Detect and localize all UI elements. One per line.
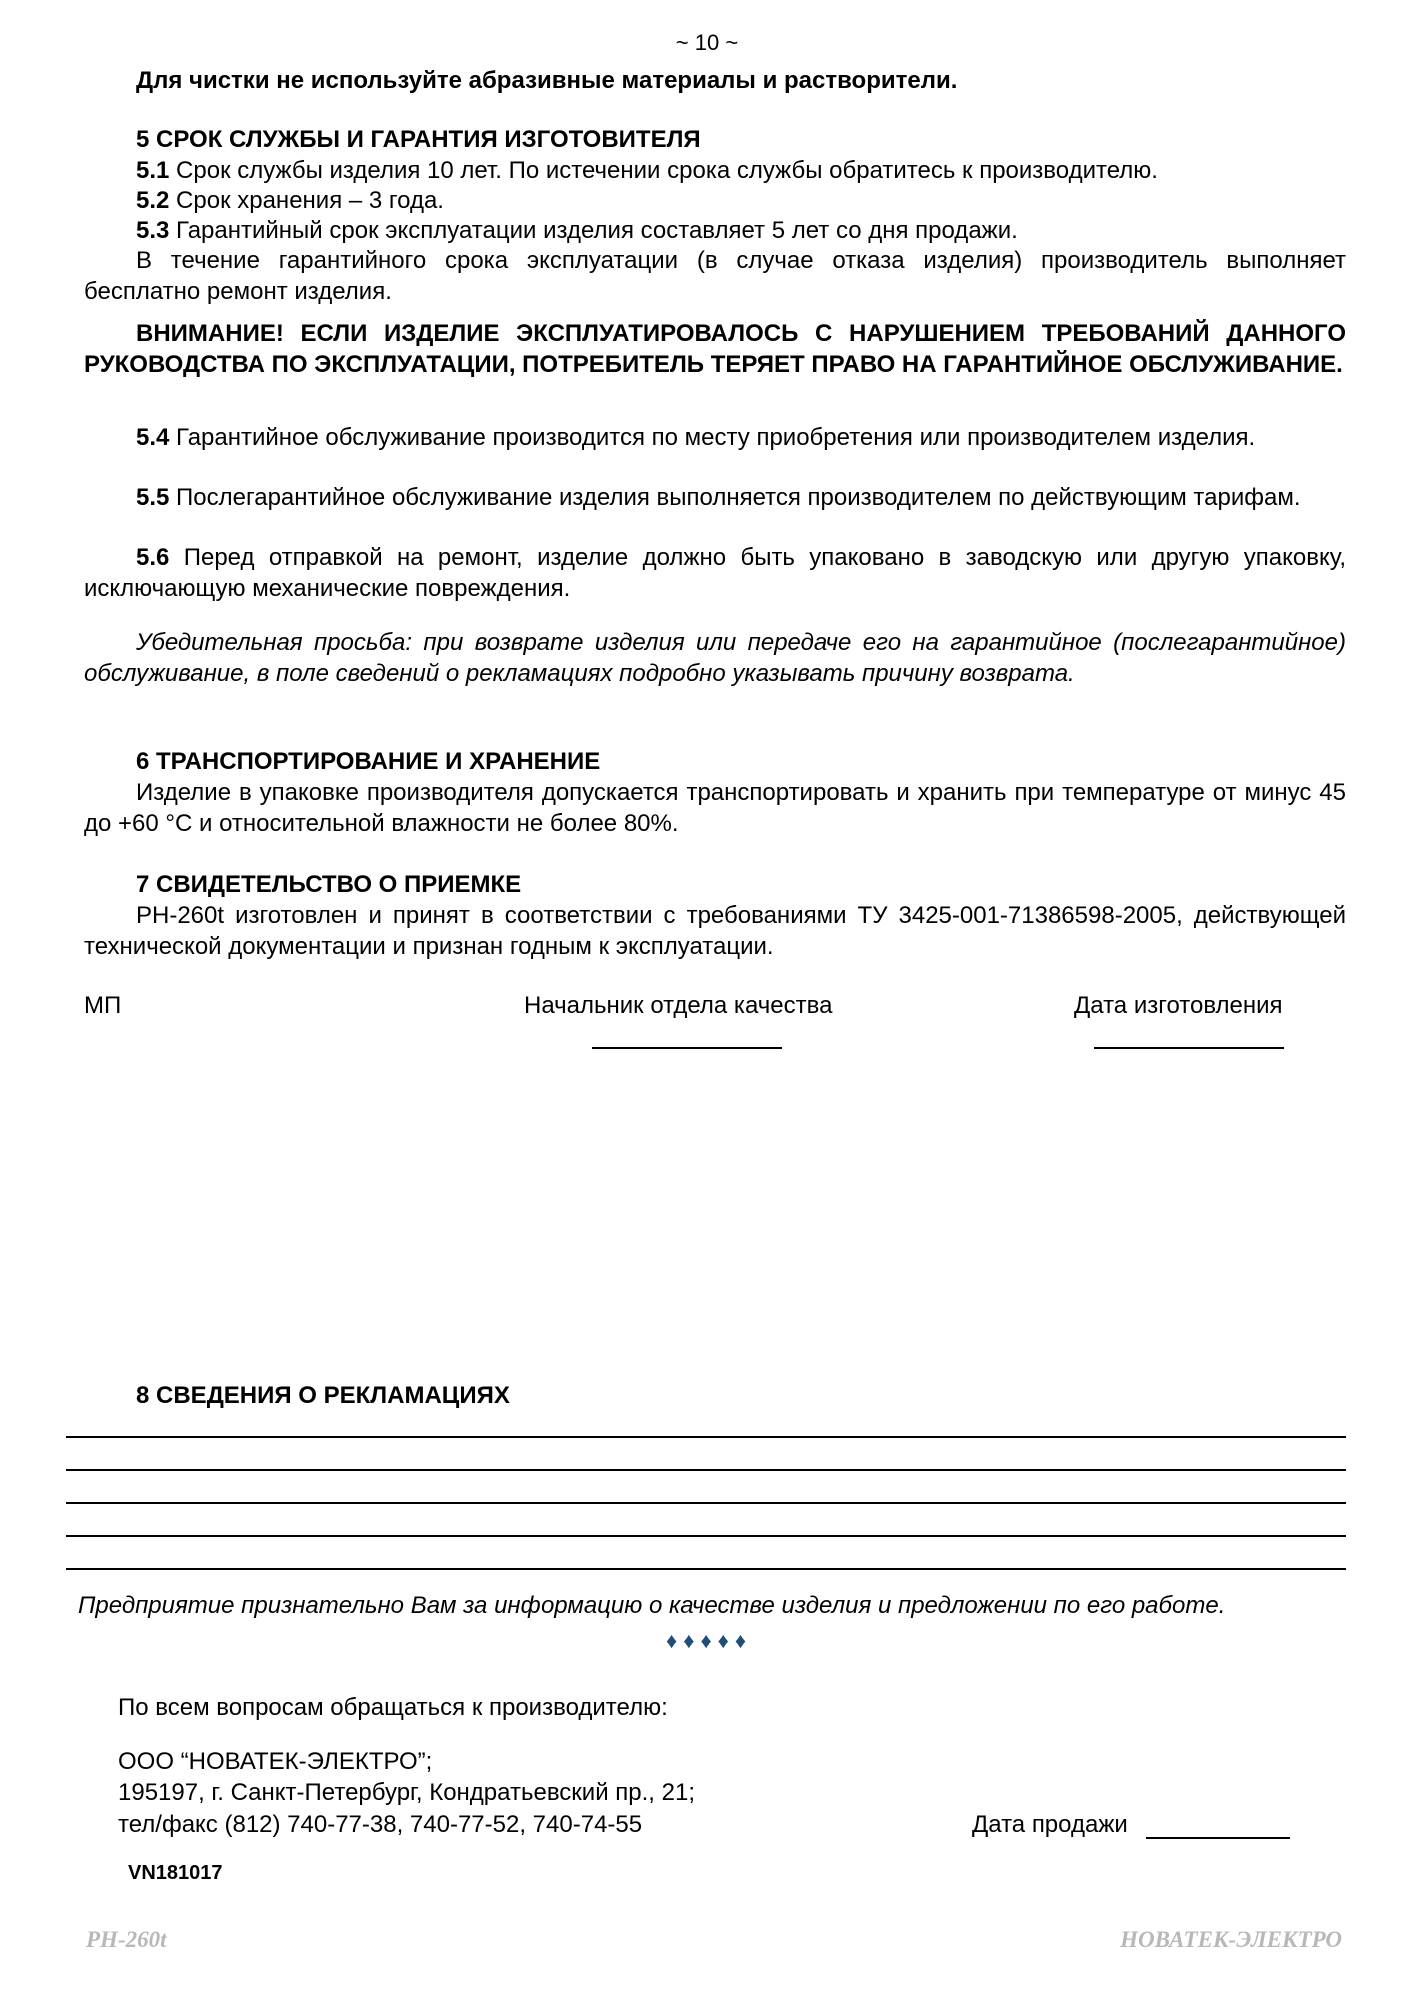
claims-line	[66, 1568, 1346, 1570]
paragraph-5-3	[136, 215, 1018, 246]
warranty-warning: ВНИМАНИЕ! ЕСЛИ ИЗДЕЛИЕ ЭКСПЛУАТИРОВАЛОСЬ С НАРУШЕНИЕМ ТРЕБОВАНИЙ ДАННОГО РУКОВОДСТВА ПО ЭКСПЛУАТАЦИИ, ПОТРЕБИТЕЛЬ ТЕРЯЕТ ПРАВО НА ГАРАНТИЙНОЕ ОБСЛУЖИВАНИЕ.	[84, 320, 1346, 378]
quality-chief-label: Начальник отдела качества	[524, 992, 833, 1019]
section-5-heading: 5 СРОК СЛУЖБЫ И ГАРАНТИЯ ИЗГОТОВИТЕЛЯ	[136, 126, 701, 153]
claims-line	[66, 1436, 1346, 1438]
page-number: ~ 10 ~	[675, 30, 739, 55]
claims-line	[66, 1502, 1346, 1504]
paragraph-5-5-text: Послегарантийное обслуживание изделия выполняется производителем по действующим тарифам.	[169, 484, 1301, 511]
paragraph-5-4-text: Гарантийное обслуживание производится по месту приобретения или производителем изделия.	[169, 424, 1256, 451]
paragraph-5-5-number: 5.5	[136, 484, 170, 511]
diamond-separator-icon: ♦♦♦♦♦	[666, 1628, 753, 1653]
acceptance-text: РН-260t изготовлен и принят в соответствии с требованиями ТУ 3425-001-71386598-2005, действующей технической документации и признан годным к эксплуатации.	[84, 902, 1346, 960]
company-address: 195197, г. Санкт-Петербург, Кондратьевский пр., 21;	[118, 1779, 695, 1806]
paragraph-5-3-text: Гарантийный срок эксплуатации изделия составляет 5 лет со дня продажи.	[169, 217, 1018, 244]
paragraph-5-6	[84, 542, 1346, 604]
section-7-heading: 7 СВИДЕТЕЛЬСТВО О ПРИЕМКЕ	[136, 871, 522, 898]
paragraph-5-2-number: 5.2	[136, 187, 170, 214]
company-phone: тел/факс (812) 740-77-38, 740-77-52, 740-74-55	[118, 1811, 643, 1838]
claims-line	[66, 1535, 1346, 1537]
cleaning-note: Для чистки не используйте абразивные материалы и растворители.	[136, 67, 958, 94]
paragraph-5-6-number: 5.6	[136, 544, 170, 571]
claims-line	[66, 1469, 1346, 1471]
contact-intro: По всем вопросам обращаться к производителю:	[118, 1694, 668, 1721]
paragraph-5-6-text: Перед отправкой на ремонт, изделие должно быть упаковано в заводскую или другую упаковку, исключающую механические повреждения.	[84, 544, 1346, 602]
sale-date-line	[1146, 1837, 1290, 1839]
manufacture-date-label: Дата изготовления	[1074, 992, 1283, 1019]
document-code: VN181017	[128, 1862, 223, 1884]
footer-brand: НОВАТЕК-ЭЛЕКТРО	[1120, 1927, 1342, 1952]
section-6-heading: 6 ТРАНСПОРТИРОВАНИЕ И ХРАНЕНИЕ	[136, 748, 601, 775]
paragraph-5-4-number: 5.4	[136, 424, 170, 451]
paragraph-5-1-text: Срок службы изделия 10 лет. По истечении срока службы обратитесь к производителю.	[169, 157, 1158, 184]
warranty-repair-text: В течение гарантийного срока эксплуатации (в случае отказа изделия) производитель выполняет бесплатно ремонт изделия.	[84, 247, 1346, 305]
paragraph-5-2	[136, 185, 444, 216]
thanks-note: Предприятие признательно Вам за информацию о качестве изделия и предложении по его работе.	[78, 1592, 1226, 1619]
paragraph-5-5	[84, 482, 1346, 513]
paragraph-5-1-number: 5.1	[136, 157, 170, 184]
transport-storage-text: Изделие в упаковке производителя допускается транспортировать и хранить при температуре от минус 45 до +60 °C и относительной влажности не более 80%.	[84, 779, 1346, 837]
footer-model: РН-260t	[86, 1927, 167, 1952]
stamp-label: МП	[84, 992, 122, 1019]
paragraph-5-1	[136, 155, 1158, 186]
quality-signature-line	[592, 1047, 782, 1049]
sale-date-label: Дата продажи	[972, 1811, 1128, 1838]
company-name: ООО “НОВАТЕК-ЭЛЕКТРО”;	[118, 1748, 433, 1775]
return-request-note: Убедительная просьба: при возврате изделия или передаче его на гарантийное (послегарантийное) обслуживание, в поле сведений о рекламациях подробно указывать причину возврата.	[84, 629, 1346, 687]
paragraph-5-4	[84, 422, 1346, 453]
paragraph-5-3-number: 5.3	[136, 217, 170, 244]
section-8-heading: 8 СВЕДЕНИЯ О РЕКЛАМАЦИЯХ	[136, 1382, 510, 1409]
paragraph-5-2-text: Срок хранения – 3 года.	[169, 187, 444, 214]
manufacture-date-line	[1094, 1047, 1284, 1049]
